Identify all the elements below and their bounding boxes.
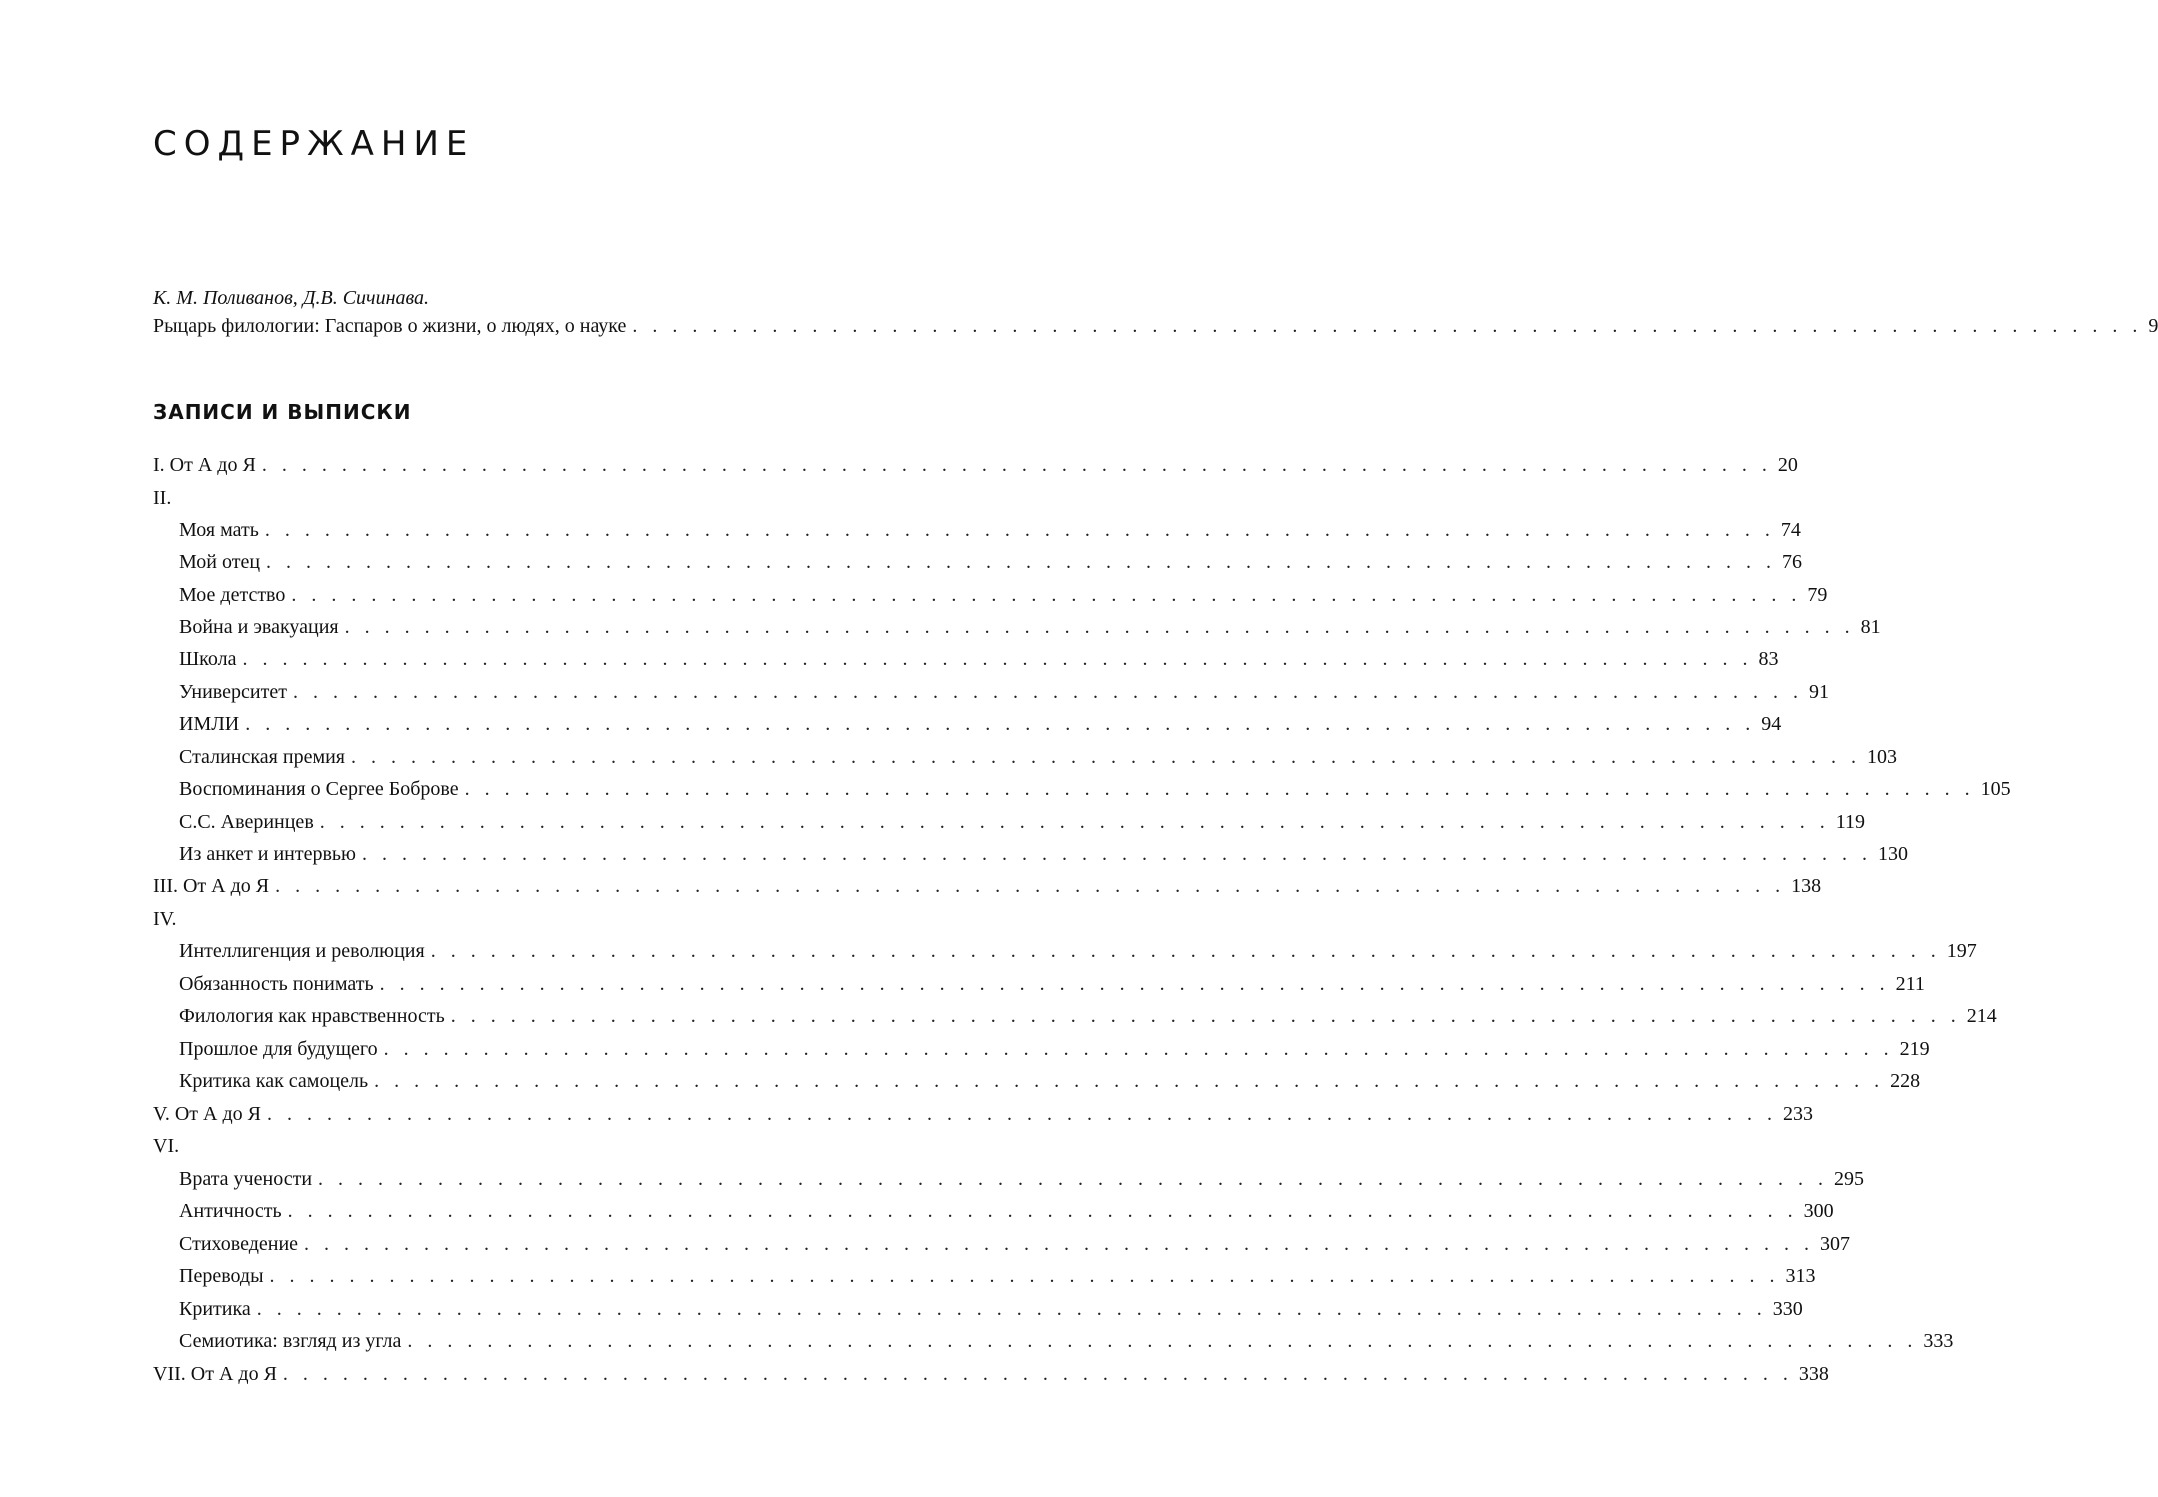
toc-entry-page: 138	[1791, 875, 1822, 897]
toc-entry[interactable]	[179, 1166, 1865, 1192]
toc-entry-label: Античность	[179, 1200, 282, 1222]
toc-entry[interactable]	[179, 1231, 1851, 1257]
toc-entry[interactable]	[179, 1198, 1834, 1224]
dot-leader: . . . . . . . . . . . . . . . . . . . . . . . . . . . . . . . . . . . . . . . . . . . . . . . . . . . . . . . . . . . . . . . . . . . . . . . . . . . .	[267, 1103, 1778, 1125]
toc-entry-page: 330	[1772, 1298, 1803, 1320]
toc-entry-page: 76	[1782, 551, 1803, 573]
dot-leader: . . . . . . . . . . . . . . . . . . . . . . . . . . . . . . . . . . . . . . . . . . . . . . . . . . . . . . . . . . . . . . . . . . . . . . . . . . . .	[450, 1005, 1961, 1027]
intro-authors: К. М. Поливанов, Д.В. Сичинава.	[153, 287, 430, 309]
toc-entry-label: Обязанность понимать	[179, 973, 374, 995]
toc-entry[interactable]	[179, 744, 1898, 770]
dot-leader: . . . . . . . . . . . . . . . . . . . . . . . . . . . . . . . . . . . . . . . . . . . . . . . . . . . . . . . . . . . . . . . . . . . . . . . . . . . .	[318, 1168, 1829, 1190]
toc-entry[interactable]	[179, 549, 1803, 575]
toc-entry-label: Война и эвакуация	[179, 616, 339, 638]
toc-entry-label: Критика как самоцель	[179, 1070, 369, 1092]
toc-entry-label: V. От А до Я	[153, 1103, 262, 1125]
toc-entry-label: Школа	[179, 648, 237, 670]
toc-entry-label: Интеллигенция и революция	[179, 940, 425, 962]
toc-entry-label: Университет	[179, 681, 287, 703]
toc-entry[interactable]	[179, 1036, 1930, 1062]
toc-entry[interactable]	[179, 938, 1977, 964]
dot-leader: . . . . . . . . . . . . . . . . . . . . . . . . . . . . . . . . . . . . . . . . . . . . . . . . . . . . . . . . . . . . . . . . . . . . . . . . . . . .	[269, 1265, 1780, 1287]
toc-entry[interactable]	[179, 776, 2011, 802]
dot-leader: . . . . . . . . . . . . . . . . . . . . . . . . . . . . . . . . . . . . . . . . . . . . . . . . . . . . . . . . . . . . . . . . . . . . . . . . . . . .	[291, 584, 1802, 606]
toc-entry-page: 307	[1820, 1233, 1851, 1255]
toc-part-heading	[153, 906, 859, 932]
toc-entry-page: 9	[2148, 315, 2158, 337]
dot-leader: . . . . . . . . . . . . . . . . . . . . . . . . . . . . . . . . . . . . . . . . . . . . . . . . . . . . . . . . . . . . . . . . . . . . . . . . . . . .	[292, 681, 1803, 703]
toc-entry-page: 119	[1835, 811, 1866, 833]
dot-leader: . . . . . . . . . . . . . . . . . . . . . . . . . . . . . . . . . . . . . . . . . . . . . . . . . . . . . . . . . . . . . . . . . . . . . . . . . . . .	[430, 940, 1941, 962]
dot-leader: . . . . . . . . . . . . . . . . . . . . . . . . . . . . . . . . . . . . . . . . . . . . . . . . . . . . . . . . . . . . . . . . . . . . . . . . . . . .	[245, 713, 1756, 735]
toc-entry-intro[interactable]	[153, 313, 2158, 339]
toc-entry-page: 94	[1761, 713, 1782, 735]
toc-entry-label: Филология как нравственность	[179, 1005, 445, 1027]
dot-leader: . . . . . . . . . . . . . . . . . . . . . . . . . . . . . . . . . . . . . . . . . . . . . . . . . . . . . . . . . . . . . . . . . . . . . . . . . . . .	[256, 1298, 1767, 1320]
toc-entry-page: 91	[1808, 681, 1829, 703]
toc-entry-page: 219	[1899, 1038, 1930, 1060]
dot-leader: . . . . . . . . . . . . . . . . . . . . . . . . . . . . . . . . . . . . . . . . . . . . . . . . . . . . . . . . . . . . . . . . . . . . . . . . . . . .	[632, 315, 2143, 337]
toc-entry-label: I. От А до Я	[153, 454, 256, 476]
toc-entry-page: 228	[1890, 1070, 1921, 1092]
toc-entry[interactable]	[179, 971, 1925, 997]
toc-entry-label: ИМЛИ	[179, 713, 240, 735]
dot-leader: . . . . . . . . . . . . . . . . . . . . . . . . . . . . . . . . . . . . . . . . . . . . . . . . . . . . . . . . . . . . . . . . . . . . . . . . . . . .	[379, 973, 1890, 995]
toc-entry-page: 211	[1895, 973, 1925, 995]
toc-entry[interactable]	[179, 614, 1881, 640]
toc-entry-page: 295	[1834, 1168, 1865, 1190]
toc-entry-label: VII. От А до Я	[153, 1363, 277, 1385]
dot-leader: . . . . . . . . . . . . . . . . . . . . . . . . . . . . . . . . . . . . . . . . . . . . . . . . . . . . . . . . . . . . . . . . . . . . . . . . . . . .	[304, 1233, 1815, 1255]
toc-entry[interactable]	[179, 1263, 1816, 1289]
toc-entry-page: 333	[1923, 1330, 1954, 1352]
toc-entry-label: Семиотика: взгляд из угла	[179, 1330, 402, 1352]
toc-entry-label: VI.	[153, 1135, 180, 1157]
toc-entry-label: Врата учености	[179, 1168, 313, 1190]
toc-entry[interactable]	[179, 517, 1801, 543]
toc-entry[interactable]	[179, 841, 1908, 867]
toc-entry[interactable]	[153, 1101, 1814, 1127]
toc-entry[interactable]	[179, 1003, 1997, 1029]
toc-entry-label: Моя мать	[179, 519, 259, 541]
dot-leader: . . . . . . . . . . . . . . . . . . . . . . . . . . . . . . . . . . . . . . . . . . . . . . . . . . . . . . . . . . . . . . . . . . . . . . . . . . . .	[264, 519, 1775, 541]
dot-leader: . . . . . . . . . . . . . . . . . . . . . . . . . . . . . . . . . . . . . . . . . . . . . . . . . . . . . . . . . . . . . . . . . . . . . . . . . . . .	[319, 811, 1830, 833]
toc-entry[interactable]	[179, 1068, 1921, 1094]
dot-leader: . . . . . . . . . . . . . . . . . . . . . . . . . . . . . . . . . . . . . . . . . . . . . . . . . . . . . . . . . . . . . . . . . . . . . . . . . . . .	[464, 778, 1975, 800]
toc-entry-label: Переводы	[179, 1265, 264, 1287]
dot-leader: . . . . . . . . . . . . . . . . . . . . . . . . . . . . . . . . . . . . . . . . . . . . . . . . . . . . . . . . . . . . . . . . . . . . . . . . . . . .	[242, 648, 1753, 670]
dot-leader: . . . . . . . . . . . . . . . . . . . . . . . . . . . . . . . . . . . . . . . . . . . . . . . . . . . . . . . . . . . . . . . . . . . . . . . . . . . .	[275, 875, 1786, 897]
toc-entry[interactable]	[153, 873, 1822, 899]
section-title: ЗАПИСИ И ВЫПИСКИ	[153, 400, 412, 424]
toc-entry-page: 103	[1867, 746, 1898, 768]
toc-entry[interactable]	[179, 646, 1779, 672]
toc-entry-page: 130	[1878, 843, 1908, 865]
page-title: СОДЕРЖАНИЕ	[153, 124, 475, 164]
dot-leader: . . . . . . . . . . . . . . . . . . . . . . . . . . . . . . . . . . . . . . . . . . . . . . . . . . . . . . . . . . . . . . . . . . . . . . . . . . . .	[344, 616, 1855, 638]
toc-entry-label: Сталинская премия	[179, 746, 346, 768]
toc-entry-label: Рыцарь филологии: Гаспаров о жизни, о людях, о науке	[153, 315, 627, 337]
toc-entry-label: Мое детство	[179, 584, 286, 606]
toc-entry-label: Из анкет и интервью	[179, 843, 356, 865]
dot-leader: . . . . . . . . . . . . . . . . . . . . . . . . . . . . . . . . . . . . . . . . . . . . . . . . . . . . . . . . . . . . . . . . . . . . . . . . . . . .	[351, 746, 1862, 768]
toc-entry-page: 214	[1966, 1005, 1997, 1027]
toc-entry-page: 81	[1860, 616, 1881, 638]
toc-entry[interactable]	[179, 711, 1782, 737]
toc-entry-label: II.	[153, 487, 172, 509]
toc-entry-page: 233	[1783, 1103, 1814, 1125]
toc-entry-page: 313	[1785, 1265, 1816, 1287]
toc-part-heading	[153, 485, 859, 511]
toc-entry-label: Воспоминания о Сергее Боброве	[179, 778, 459, 800]
toc-entry-label: III. От А до Я	[153, 875, 270, 897]
toc-entry[interactable]	[179, 809, 1866, 835]
dot-leader: . . . . . . . . . . . . . . . . . . . . . . . . . . . . . . . . . . . . . . . . . . . . . . . . . . . . . . . . . . . . . . . . . . . . . . . . . . . .	[261, 454, 1772, 476]
toc-entry[interactable]	[179, 1296, 1803, 1322]
toc-entry-page: 105	[1980, 778, 2011, 800]
dot-leader: . . . . . . . . . . . . . . . . . . . . . . . . . . . . . . . . . . . . . . . . . . . . . . . . . . . . . . . . . . . . . . . . . . . . . . . . . . . .	[282, 1363, 1793, 1385]
toc-entry-label: Мой отец	[179, 551, 261, 573]
toc-entry-label: Критика	[179, 1298, 251, 1320]
toc-entry-page: 20	[1777, 454, 1798, 476]
toc-entry[interactable]	[153, 452, 1798, 478]
toc-part-heading	[153, 1133, 859, 1159]
dot-leader: . . . . . . . . . . . . . . . . . . . . . . . . . . . . . . . . . . . . . . . . . . . . . . . . . . . . . . . . . . . . . . . . . . . . . . . . . . . .	[287, 1200, 1798, 1222]
toc-entry[interactable]	[179, 1328, 1954, 1354]
toc-entry-label: Прошлое для будущего	[179, 1038, 378, 1060]
toc-entry-page: 74	[1780, 519, 1801, 541]
toc-entry-page: 83	[1758, 648, 1779, 670]
toc-entry[interactable]	[179, 679, 1829, 705]
toc-entry-label: Стиховедение	[179, 1233, 299, 1255]
toc-entry-page: 79	[1807, 584, 1828, 606]
dot-leader: . . . . . . . . . . . . . . . . . . . . . . . . . . . . . . . . . . . . . . . . . . . . . . . . . . . . . . . . . . . . . . . . . . . . . . . . . . . .	[383, 1038, 1894, 1060]
toc-entry-page: 197	[1946, 940, 1977, 962]
toc-entry-page: 338	[1798, 1363, 1829, 1385]
toc-entry[interactable]	[179, 582, 1828, 608]
dot-leader: . . . . . . . . . . . . . . . . . . . . . . . . . . . . . . . . . . . . . . . . . . . . . . . . . . . . . . . . . . . . . . . . . . . . . . . . . . . .	[266, 551, 1777, 573]
dot-leader: . . . . . . . . . . . . . . . . . . . . . . . . . . . . . . . . . . . . . . . . . . . . . . . . . . . . . . . . . . . . . . . . . . . . . . . . . . . .	[407, 1330, 1918, 1352]
dot-leader: . . . . . . . . . . . . . . . . . . . . . . . . . . . . . . . . . . . . . . . . . . . . . . . . . . . . . . . . . . . . . . . . . . . . . . . . . . . .	[362, 843, 1872, 865]
toc-entry-label: С.С. Аверинцев	[179, 811, 314, 833]
dot-leader: . . . . . . . . . . . . . . . . . . . . . . . . . . . . . . . . . . . . . . . . . . . . . . . . . . . . . . . . . . . . . . . . . . . . . . . . . . . .	[374, 1070, 1885, 1092]
toc-entry-label: IV.	[153, 908, 177, 930]
toc-entry[interactable]	[153, 1361, 1829, 1387]
toc-entry-page: 300	[1803, 1200, 1834, 1222]
